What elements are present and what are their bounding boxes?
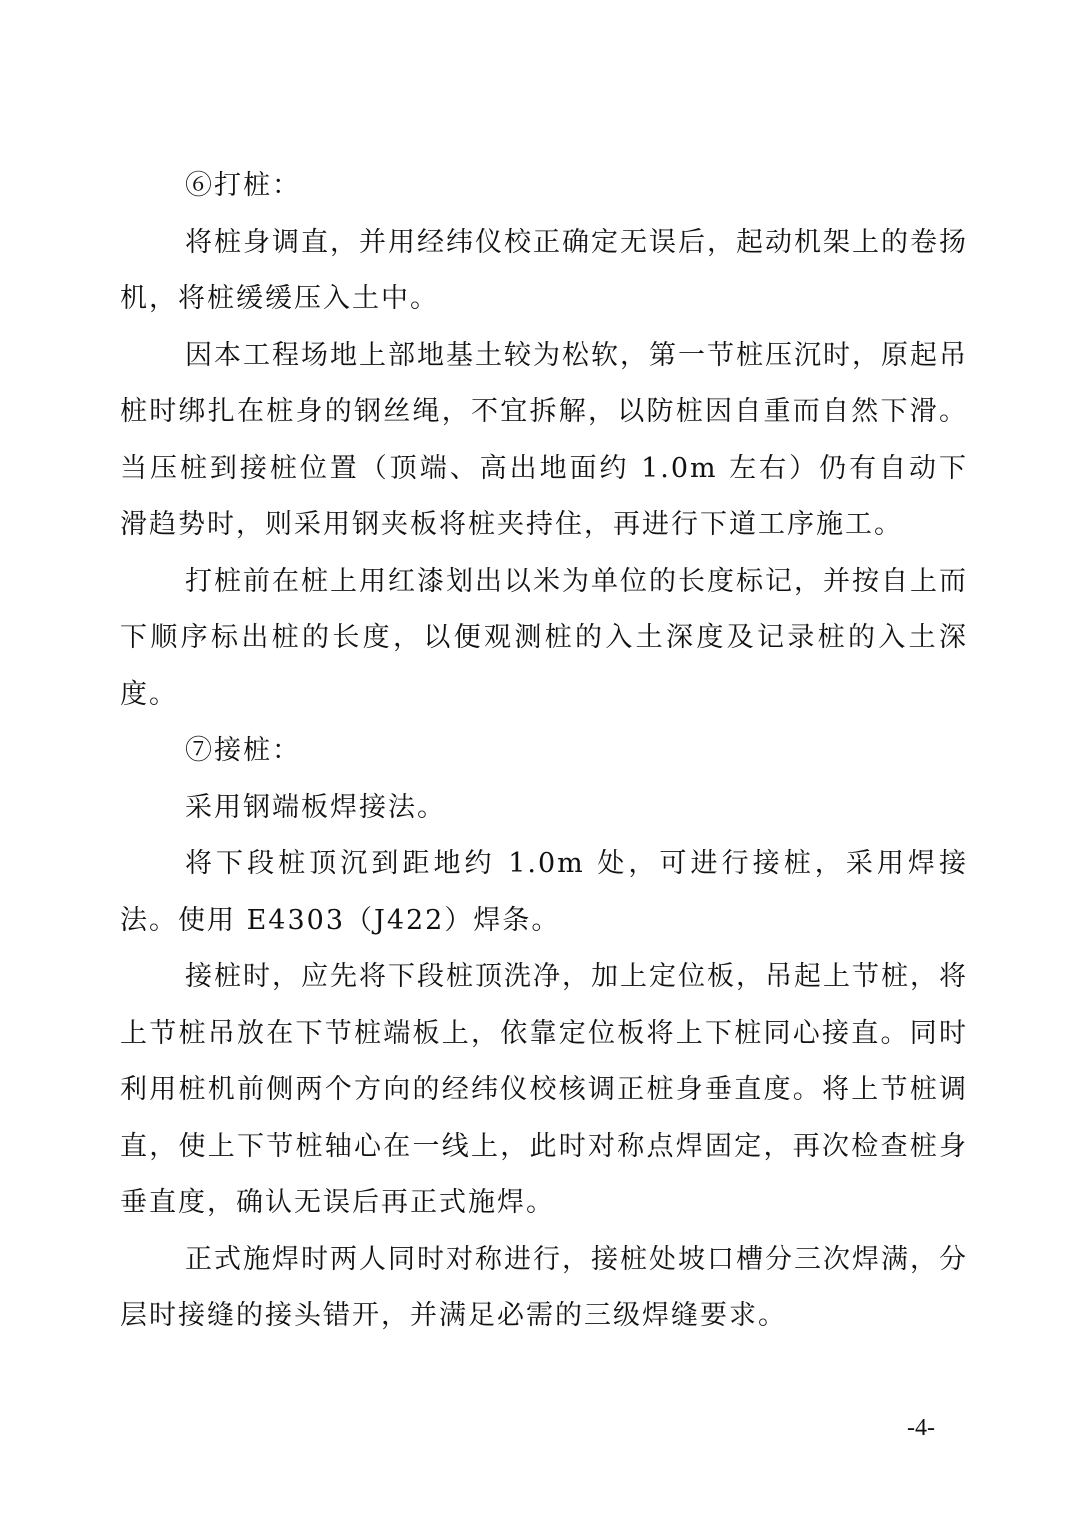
page-number: -4- bbox=[907, 1415, 935, 1441]
paragraph-formal-welding: 正式施焊时两人同时对称进行，接桩处坡口槽分三次焊满，分层时接缝的接头错开，并满足必需的三级焊缝要求。 bbox=[120, 1243, 968, 1331]
paragraph-pile-alignment: 将桩身调直，并用经纬仪校正确定无误后，起动机架上的卷扬机，将桩缓缓压入土中。 bbox=[120, 226, 968, 314]
document-body bbox=[120, 158, 968, 1345]
paragraph-splice-procedure: 接桩时，应先将下段桩顶洗净，加上定位板，吊起上节桩，将上节桩吊放在下节桩端板上，依靠定位板将上下桩同心接直。同时利用桩机前侧两个方向的经纬仪校核调正桩身垂直度。将上节桩调直，使上下节桩轴心在一线上，此时对称点焊固定，再次检查桩身垂直度，确认无误后再正式施焊。 bbox=[120, 961, 968, 1218]
paragraph-splice-position: 将下段桩顶沉到距地约 1.0m 处，可进行接桩，采用焊接法。使用 E4303（J422）焊条。 bbox=[120, 848, 968, 936]
heading-pile-splicing: ⑦接桩： bbox=[185, 735, 301, 766]
paragraph-length-marking: 打桩前在桩上用红漆划出以米为单位的长度标记，并按自上而下顺序标出桩的长度，以便观测桩的入土深度及记录桩的入土深度。 bbox=[120, 565, 968, 710]
heading-pile-driving: ⑥打桩： bbox=[185, 170, 301, 201]
paragraph-welding-method: 采用钢端板焊接法。 bbox=[185, 791, 446, 823]
paragraph-soft-soil: 因本工程场地上部地基土较为松软，第一节桩压沉时，原起吊桩时绑扎在桩身的钢丝绳，不宜拆解，以防桩因自重而自然下滑。当压桩到接桩位置（顶端、高出地面约 1.0m 左右）仍有自动下滑趋势时，则采用钢夹板将桩夹持住，再进行下道工序施工。 bbox=[120, 339, 968, 540]
